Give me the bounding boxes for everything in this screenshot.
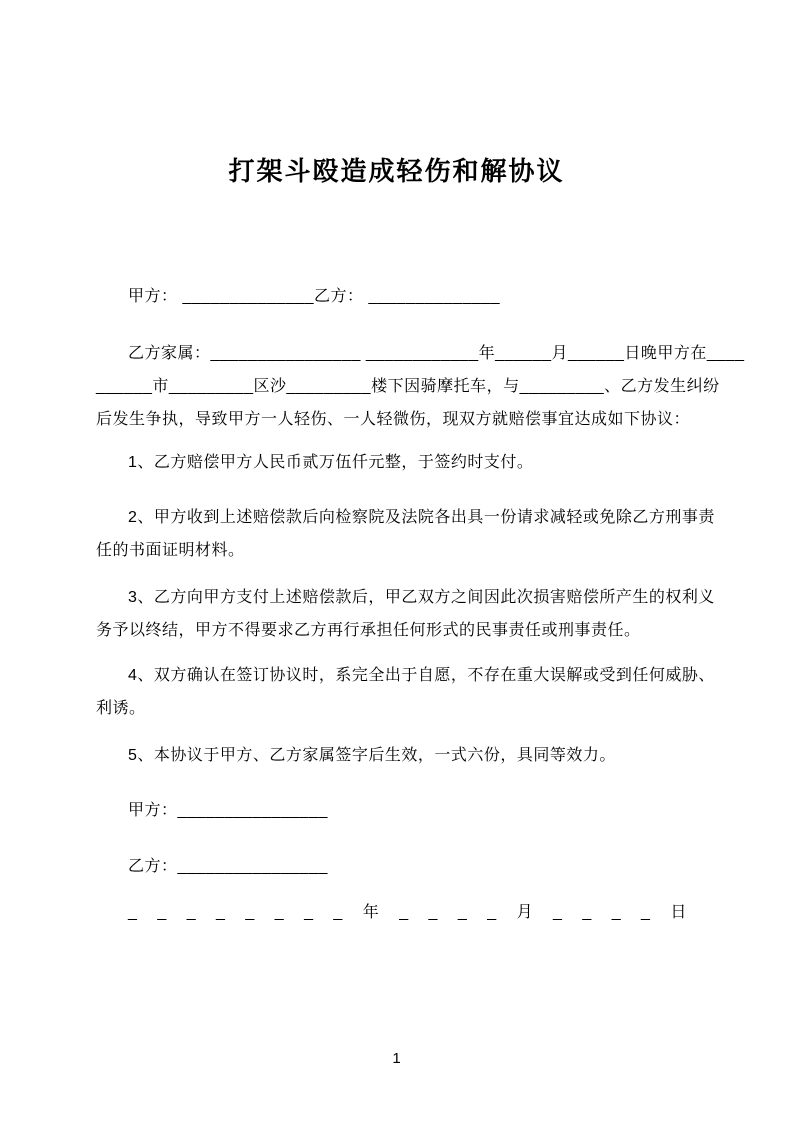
paragraph-line: 3、乙方向甲方支付上述赔偿款后，甲乙双方之间因此次损害赔偿所产生的权利义 — [128, 589, 715, 606]
clause-1 — [96, 446, 701, 479]
signature-yifang-line: 乙方：________________ — [128, 858, 328, 875]
clause-3 — [96, 581, 715, 647]
paragraph-line: 1、乙方赔偿甲方人民币贰万伍仟元整，于签约时支付。 — [128, 454, 534, 471]
date-line: _ _ _ _ _ _ _ _ 年 _ _ _ _ 月 _ _ _ _ 日 — [128, 904, 687, 921]
document-title: 打架斗殴造成轻伤和解协议 — [228, 156, 565, 187]
clause-5 — [96, 739, 701, 772]
paragraph-line: 5、本协议于甲方、乙方家属签字后生效，一式六份，具同等效力。 — [128, 747, 616, 764]
paragraph-line: 2、甲方收到上述赔偿款后向检察院及法院各出具一份请求减轻或免除乙方刑事责 — [128, 509, 715, 526]
intro-paragraph — [96, 337, 745, 436]
paragraph-line: 4、双方确认在签订协议时，系完全出于自愿，不存在重大误解或受到任何威胁、 — [128, 667, 715, 684]
paragraph-line: 乙方家属：________________ ____________年______月______日晚甲方在____ — [128, 345, 745, 362]
signature-jiafang-line: 甲方：________________ — [128, 802, 328, 819]
paragraph-line: 利诱。 — [96, 700, 146, 717]
clause-2 — [96, 501, 715, 567]
clause-4 — [96, 659, 715, 725]
paragraph-line: 后发生争执，导致甲方一人轻伤、一人轻微伤，现双方就赔偿事宜达成如下协议： — [96, 411, 691, 428]
paragraph-line: ______市_________区沙_________楼下因骑摩托车，与_________、乙方发生纠纷 — [96, 378, 720, 395]
parties-line: 甲方： ______________乙方： ______________ — [128, 288, 501, 305]
paragraph-line: 任的书面证明材料。 — [96, 542, 245, 559]
paragraph-line: 务予以终结，甲方不得要求乙方再行承担任何形式的民事责任或刑事责任。 — [96, 622, 641, 639]
page-number: 1 — [392, 1050, 401, 1067]
